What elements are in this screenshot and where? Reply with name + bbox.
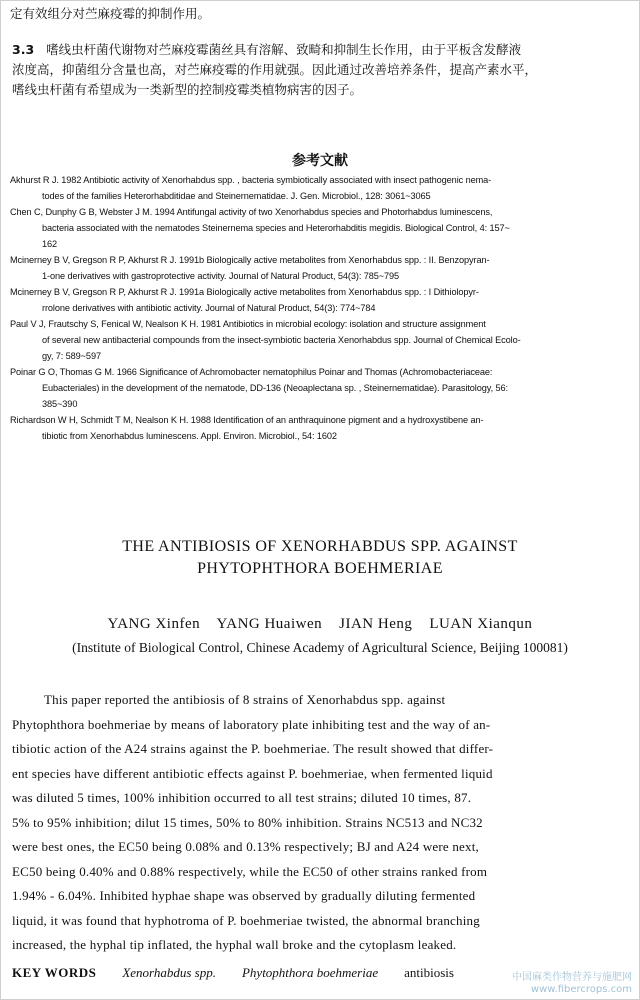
abstract-line: ent species have different antibiotic effects against P. boehmeriae, when fermented liquid — [12, 765, 493, 781]
reference-first-line: Chen C, Dunphy G B, Webster J M. 1994 Antifungal activity of two Xenorhabdus species and Photorhabdus luminescens, — [10, 207, 493, 217]
reference-first-line: Richardson W H, Schmidt T M, Nealson K H. 1988 Identification of an anthraquinone pigment and a hydroxystibene an- — [10, 415, 484, 425]
site-watermark — [512, 972, 632, 996]
chinese-para-line: 浓度高，抑菌组分含量也高，对苎麻疫霉的作用就强。因此通过改善培养条件，提高产素水平， — [12, 62, 538, 77]
reference-item — [10, 204, 632, 252]
reference-first-line: Paul V J, Frautschy S, Fenical W, Nealson K H. 1981 Antibiotics in microbial ecology: isolation and structure assignment — [10, 319, 486, 329]
english-title-line1: THE ANTIBIOSIS OF XENORHABDUS SPP. AGAINST — [122, 538, 518, 555]
watermark-line2: www.fibercrops.com — [530, 984, 632, 995]
reference-cont-line: rrolone derivatives with antibiotic activity. Journal of Natural Product, 54(3): 774~784 — [42, 303, 376, 313]
abstract-line: was diluted 5 times, 100% inhibition occurred to all test strains; diluted 10 times, 87. — [12, 790, 472, 805]
reference-item — [10, 172, 632, 204]
abstract-line: 1.94% - 6.04%. Inhibited hyphae shape was observed by gradually diluting fermented — [12, 888, 476, 903]
reference-item — [10, 252, 632, 284]
abstract-line: Phytophthora boehmeriae by means of laboratory plate inhibiting test and the way of an- — [12, 716, 491, 732]
reference-cont-line: 162 — [42, 239, 58, 249]
reference-cont-line: of several new antibacterial compounds from the insect-symbiotic bacteria Xenorhabdus spp. Journal of Chemical Ecolo- — [42, 335, 521, 345]
reference-item — [10, 284, 632, 316]
reference-first-line: Akhurst R J. 1982 Antibiotic activity of Xenorhabdus spp. , bacteria symbiotically associated with insect pathogenic nema- — [10, 175, 492, 185]
reference-cont-line: bacteria associated with the nematodes Steinernema species and Heterorhabditis megidis. Biological Control, 4: 157~ — [42, 223, 510, 233]
reference-first-line: Mcinerney B V, Gregson R P, Akhurst R J. 1991b Biologically active metabolites from Xenorhabdus spp. : II. Benzopyran- — [10, 255, 490, 265]
references-heading: 参考文献 — [292, 153, 348, 169]
abstract-line: liquid, it was found that hyphotroma of P. boehmeriae twisted, the abnormal branching — [12, 912, 480, 928]
section-number: 3.3 — [12, 42, 35, 57]
reference-item — [10, 412, 632, 444]
abstract-line: increased, the hyphal tip inflated, the hyphal wall broke and the cytoplasm leaked. — [12, 937, 457, 952]
abstract-line: This paper reported the antibiosis of 8 strains of Xenorhabdus spp. against — [44, 692, 446, 707]
keywords-label: KEY WORDS — [12, 965, 97, 980]
abstract-line: tibiotic action of the A24 strains against the P. boehmeriae. The result showed that differ- — [12, 741, 494, 756]
english-keywords — [12, 965, 532, 981]
abstract-line: were best ones, the EC50 being 0.08% and 0.13% respectively; BJ and A24 were next, — [12, 839, 479, 854]
chinese-section-3-3 — [12, 40, 632, 100]
reference-item — [10, 316, 632, 364]
abstract-line: 5% to 95% inhibition; dilut 15 times, 50% to 80% inhibition. Strains NC513 and NC32 — [12, 814, 483, 830]
english-authors: YANG Xinfen YANG Huaiwen JIAN Heng LUAN Xianqun — [107, 616, 533, 632]
reference-cont-line: tibiotic from Xenorhabdus luminescens. Appl. Environ. Microbiol., 54: 1602 — [42, 431, 337, 441]
references-list — [10, 172, 632, 444]
reference-cont-line: gy, 7: 589~597 — [42, 351, 101, 361]
reference-cont-line: 1-one derivatives with gastroprotective activity. Journal of Natural Product, 54(3): 785~795 — [42, 271, 400, 281]
chinese-para-line: 嗜线虫杆菌代谢物对苎麻疫霉菌丝具有溶解、致畸和抑制生长作用，由于平板含发酵液 — [46, 42, 522, 57]
watermark-line1: 中国麻类作物营养与施肥网 — [512, 972, 632, 983]
reference-cont-line: 385~390 — [42, 399, 78, 409]
reference-first-line: Poinar G O, Thomas G M. 1966 Significance of Achromobacter nematophilus Poinar and Thomas (Achromobacteriaceae: — [10, 367, 493, 377]
chinese-para-line: 嗜线虫杆菌有希望成为一类新型的控制疫霉类植物病害的因子。 — [12, 82, 363, 97]
english-title-line2: PHYTOPHTHORA BOEHMERIAE — [197, 560, 443, 577]
reference-item — [10, 364, 632, 412]
keyword: antibiosis — [404, 965, 454, 980]
keyword: Xenorhabdus spp. — [122, 965, 216, 980]
reference-cont-line: Eubacteriales) in the development of the nematode, DD-136 (Neoaplectana sp. , Steinernematidae). Parasitology, 56: — [42, 383, 508, 393]
reference-cont-line: todes of the families Heterorhabditidae and Steinernematidae. J. Gen. Microbiol., 128: 3061~3065 — [42, 191, 431, 201]
reference-first-line: Mcinerney B V, Gregson R P, Akhurst R J. 1991a Biologically active metabolites from Xenorhabdus spp. : I Dithiolopyr- — [10, 287, 479, 297]
english-affiliation: (Institute of Biological Control, Chinese Academy of Agricultural Science, Beijing 100081) — [72, 640, 568, 655]
english-title — [0, 536, 640, 580]
keyword: Phytophthora boehmeriae — [241, 965, 379, 980]
english-abstract — [12, 688, 630, 958]
abstract-line: EC50 being 0.40% and 0.88% respectively, while the EC50 of other strains ranked from — [12, 863, 488, 879]
chinese-prev-line: 定有效组分对苎麻疫霉的抑制作用。 — [10, 6, 211, 21]
